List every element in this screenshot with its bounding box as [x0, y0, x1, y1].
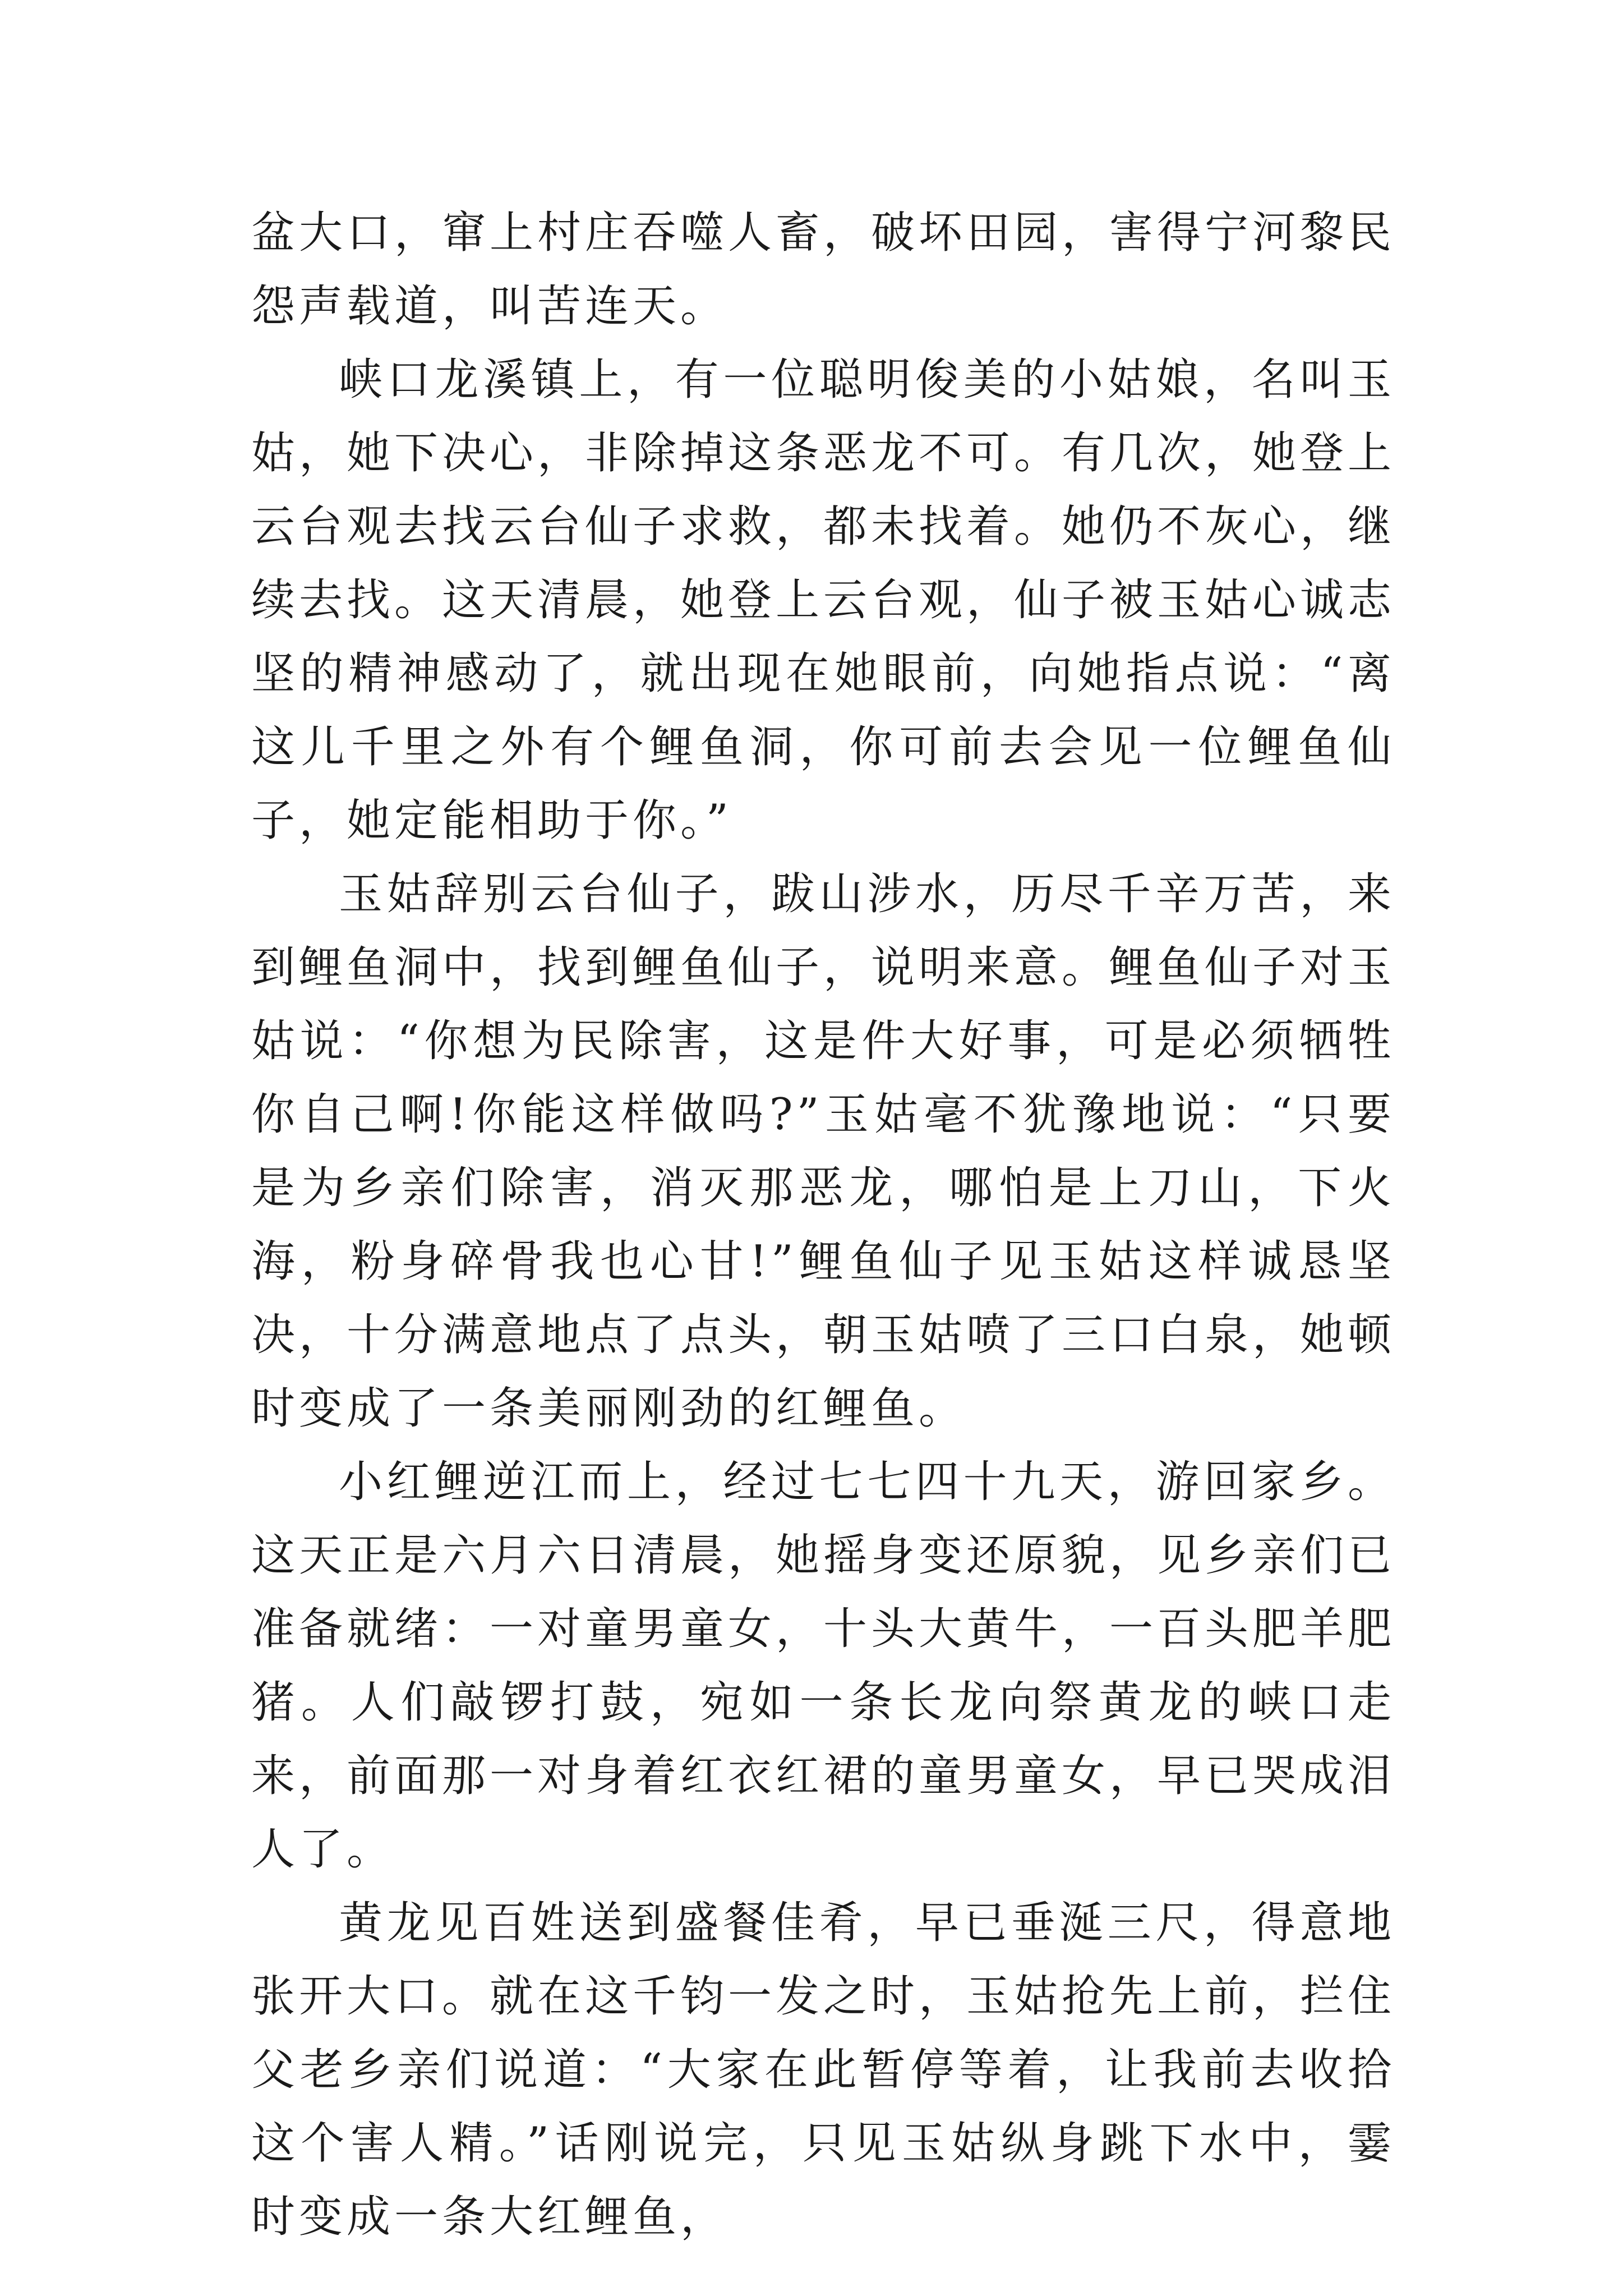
paragraph-5: 黄龙见百姓送到盛餐佳肴，早已垂涎三尺，得意地张开大口。就在这千钧一发之时，玉姑抢先上前，拦住父老乡亲们说道：“大家在此暂停等着，让我前去收拾这个害人精。”话刚说完，只见玉姑纵身跳下水中，霎时变成一条大红鲤鱼， — [251, 1898, 1396, 2242]
paragraph-2: 峡口龙溪镇上，有一位聪明俊美的小姑娘，名叫玉姑，她下决心，非除掉这条恶龙不可。有几次，她登上云台观去找云台仙子求救，都未找着。她仍不灰心，继续去找。这天清晨，她登上云台观，仙子被玉姑心诚志坚的精神感动了，就出现在她眼前，向她指点说：“离这儿千里之外有个鲤鱼洞，你可前去会见一位鲤鱼仙子，她定能相助于你。” — [251, 355, 1396, 846]
body-text — [251, 196, 1395, 2254]
paragraph-4: 小红鲤逆江而上，经过七七四十九天，游回家乡。这天正是六月六日清晨，她摇身变还原貌，见乡亲们已准备就绪：一对童男童女，十头大黄牛，一百头肥羊肥猪。人们敲锣打鼓，宛如一条长龙向祭黄龙的峡口走来，前面那一对身着红衣红裙的童男童女，早已哭成泪人了。 — [251, 1457, 1396, 1875]
paragraph-1: 盆大口，窜上村庄吞噬人畜，破坏田园，害得宁河黎民怨声载道，叫苦连天。 — [251, 208, 1396, 332]
paragraph-3: 玉姑辞别云台仙子，跋山涉水，历尽千辛万苦，来到鲤鱼洞中，找到鲤鱼仙子，说明来意。鲤鱼仙子对玉姑说：“你想为民除害，这是件大好事，可是必须牺牲你自己啊!你能这样做吗?”玉姑毫不犹豫地说：“只要是为乡亲们除害，消灭那恶龙，哪怕是上刀山，下火海，粉身碎骨我也心甘!”鲤鱼仙子见玉姑这样诚恳坚决，十分满意地点了点头，朝玉姑喷了三口白泉，她顿时变成了一条美丽刚劲的红鲤鱼。 — [251, 869, 1396, 1434]
